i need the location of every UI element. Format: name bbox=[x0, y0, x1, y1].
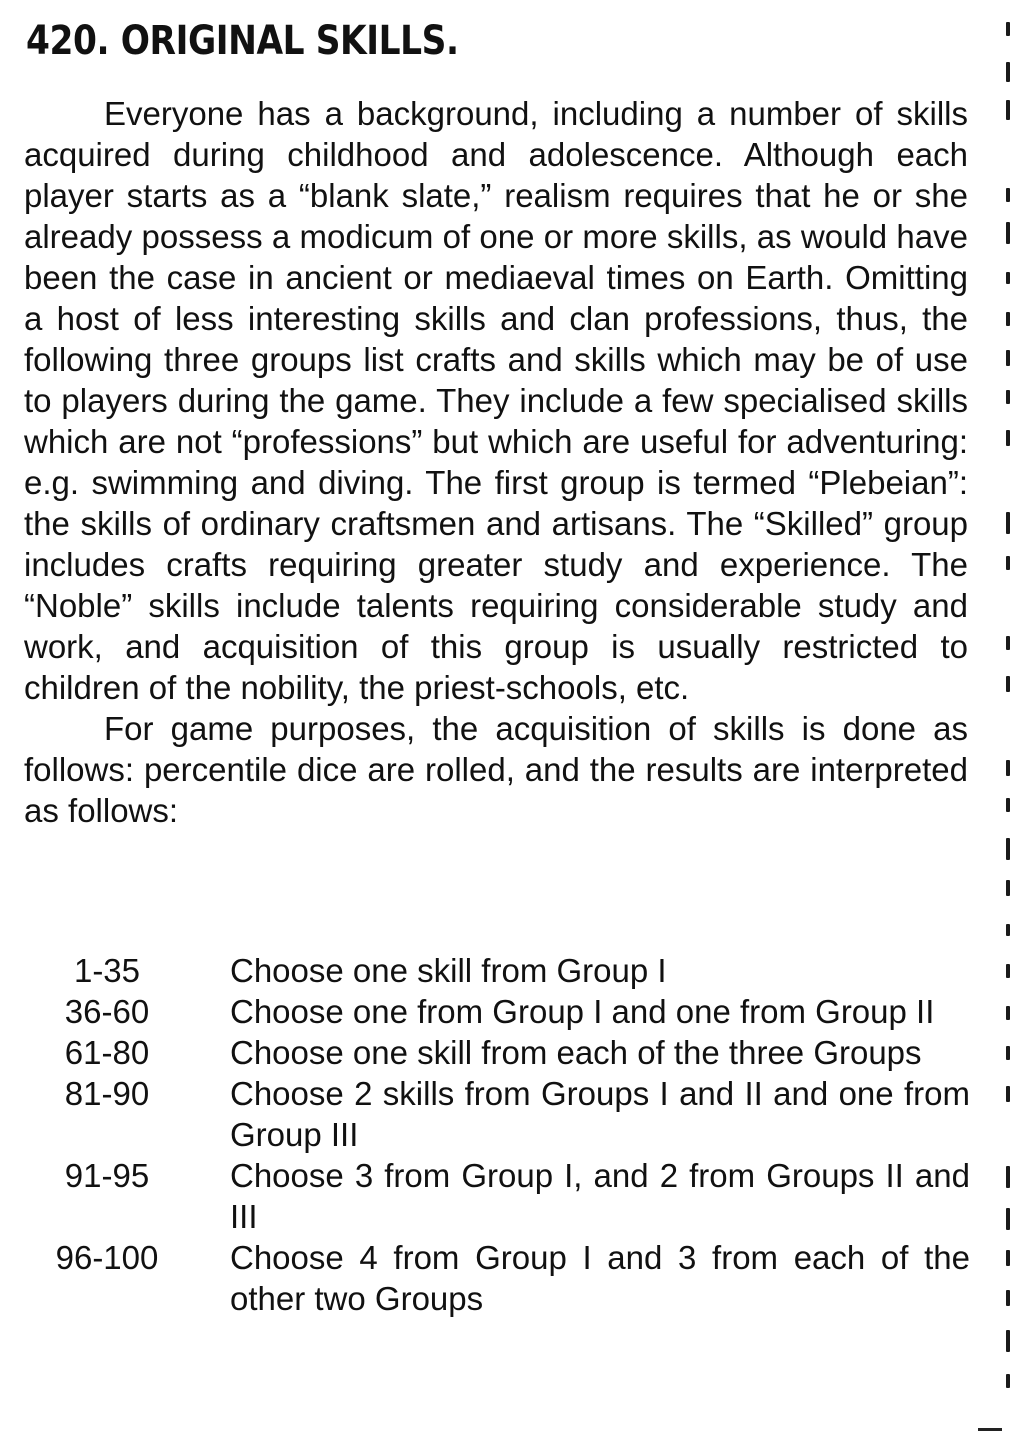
roll-result: Choose 2 skills from Groups I and II and one from Group III bbox=[230, 1075, 970, 1153]
edge-fragment bbox=[1006, 390, 1010, 404]
edge-fragment bbox=[1006, 1374, 1010, 1388]
edge-fragment bbox=[1006, 1250, 1010, 1266]
roll-range: 91-95 bbox=[64, 1157, 150, 1194]
edge-fragment bbox=[1006, 222, 1010, 244]
adjacent-column-edge bbox=[1002, 0, 1013, 1435]
edge-fragment bbox=[1006, 798, 1010, 812]
roll-result: Choose one skill from each of the three Groups bbox=[230, 1034, 922, 1071]
roll-result: Choose one from Group I and one from Group II bbox=[230, 993, 935, 1030]
edge-fragment bbox=[1006, 924, 1010, 936]
roll-table bbox=[24, 950, 970, 1319]
paragraph-procedure: For game purposes, the acquisition of skills is done as follows: percentile dice are rolled, and the results are interpreted as follows: bbox=[24, 710, 968, 829]
edge-fragment bbox=[1006, 676, 1010, 692]
edge-fragment bbox=[1006, 188, 1010, 202]
roll-table-row bbox=[24, 1237, 970, 1319]
section-heading: 420. ORIGINAL SKILLS. bbox=[26, 18, 459, 64]
edge-fragment bbox=[1006, 1330, 1010, 1352]
edge-fragment bbox=[1006, 964, 1010, 978]
roll-result: Choose one skill from Group I bbox=[230, 952, 667, 989]
edge-fragment bbox=[1006, 1086, 1010, 1102]
edge-fragment bbox=[1006, 62, 1010, 82]
roll-range: 1-35 bbox=[73, 952, 141, 989]
edge-fragment bbox=[1006, 1290, 1010, 1306]
edge-fragment bbox=[1006, 1046, 1010, 1060]
edge-fragment bbox=[1006, 636, 1010, 650]
body-text bbox=[24, 93, 968, 831]
edge-fragment bbox=[1006, 1208, 1010, 1230]
paragraph-intro: Everyone has a background, including a number of skills acquired during childhood and adolescence. Although each player starts as a “blank slate,” realism requires that he or she already possess a modicum of one or more skills, as would have been the case in ancient or mediaeval times on Earth. Omitting a host of less interesting skills and clan professions, thus, the following three groups list crafts and skills which may be of use to players during the game. They include a few specialised skills which are not “professions” but which are useful for adventuring: e.g. swimming and diving. The first group is termed “Plebeian”: the skills of ordinary craftsmen and artisans. The “Skilled” group includes crafts requiring greater study and experience. The “Noble” skills include talents requiring considerable study and work, and acquisition of this group is usually restricted to children of the nobility, the priest-schools, etc. bbox=[24, 95, 968, 706]
roll-table-row bbox=[24, 991, 970, 1032]
edge-fragment bbox=[1006, 22, 1010, 36]
roll-table-row bbox=[24, 950, 970, 991]
edge-fragment bbox=[1006, 512, 1010, 534]
page-number-fragment bbox=[978, 1428, 1002, 1431]
edge-fragment bbox=[1006, 272, 1010, 284]
roll-range: 61-80 bbox=[64, 1034, 150, 1071]
roll-range: 36-60 bbox=[64, 993, 150, 1030]
edge-fragment bbox=[1006, 760, 1010, 776]
roll-result: Choose 3 from Group I, and 2 from Groups II and III bbox=[230, 1157, 970, 1235]
roll-range: 96-100 bbox=[55, 1239, 159, 1276]
edge-fragment bbox=[1006, 430, 1010, 446]
edge-fragment bbox=[1006, 838, 1010, 860]
roll-table-row bbox=[24, 1032, 970, 1073]
roll-result: Choose 4 from Group I and 3 from each of the other two Groups bbox=[230, 1239, 970, 1317]
edge-fragment bbox=[1006, 1166, 1010, 1188]
roll-table-row bbox=[24, 1155, 970, 1237]
edge-fragment bbox=[1006, 312, 1010, 326]
edge-fragment bbox=[1006, 1006, 1010, 1020]
roll-table-row bbox=[24, 1073, 970, 1155]
edge-fragment bbox=[1006, 100, 1010, 120]
roll-range: 81-90 bbox=[64, 1075, 150, 1112]
edge-fragment bbox=[1006, 350, 1010, 366]
edge-fragment bbox=[1006, 880, 1010, 896]
edge-fragment bbox=[1006, 556, 1010, 570]
